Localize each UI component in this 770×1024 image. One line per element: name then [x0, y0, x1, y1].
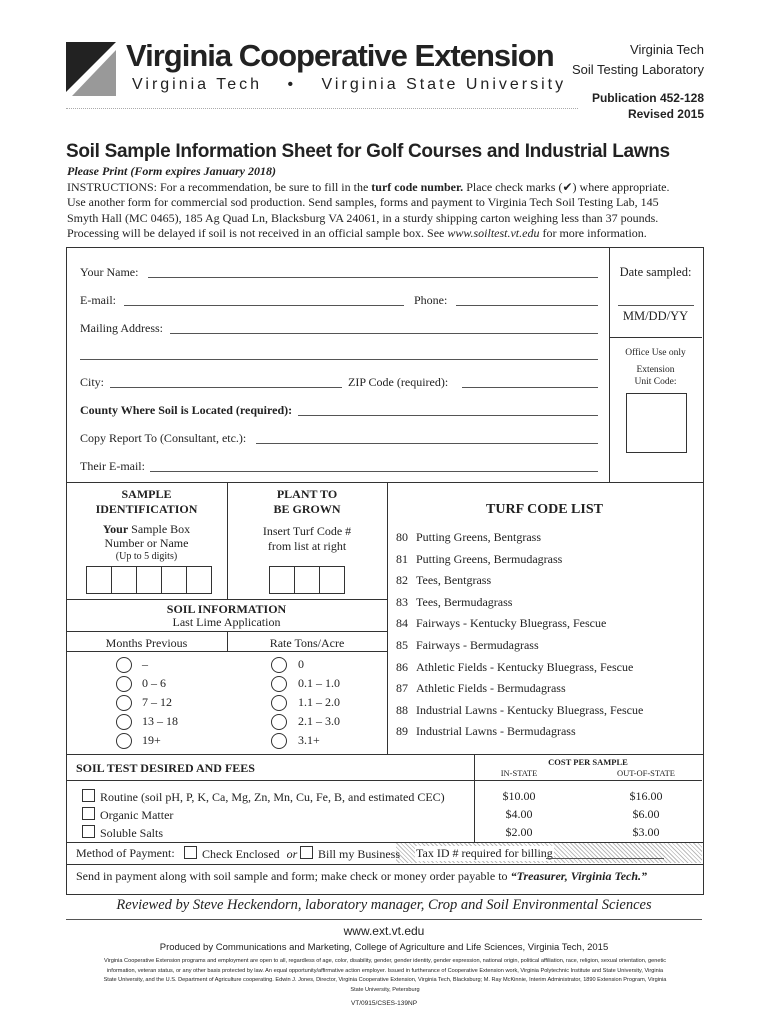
plant-desc-line2: from list at right: [267, 539, 347, 553]
page-title: Soil Sample Information Sheet for Golf Courses and Industrial Lawns: [66, 141, 670, 162]
rate-radio-4[interactable]: [271, 714, 287, 730]
turf-code-number: 88: [396, 702, 408, 717]
vce-logo: [66, 42, 116, 96]
instructions-text-1c: ) where appropriate.: [572, 179, 670, 194]
date-format-hint: MM/DD/YY: [622, 309, 689, 323]
please-print: Please Print (Form expires January 2018): [67, 164, 276, 178]
turf-code-number: 82: [396, 573, 408, 588]
rate-option-2: 0.1 – 1.0: [298, 676, 340, 690]
fine-print: [50, 957, 720, 995]
months-option-5: 19+: [142, 733, 161, 747]
publication-number: Publication 452-128: [591, 91, 704, 105]
tax-id-label: Tax ID # required for billing: [416, 846, 553, 860]
office-use-label: Office Use only: [625, 348, 686, 358]
sample-digit-2[interactable]: [111, 566, 137, 594]
organic-in-state: $4.00: [505, 807, 533, 821]
rate-option-1: 0: [298, 657, 304, 671]
turf-code-number: 85: [396, 637, 408, 652]
org-subtitle: [132, 76, 566, 94]
plant-desc-line1: Insert Turf Code #: [262, 524, 352, 538]
plant-heading-2: BE GROWN: [273, 502, 341, 516]
sample-digit-3[interactable]: [136, 566, 162, 594]
send-payment-text: Send in payment along with soil sample and form; make check or money order payable to: [76, 869, 511, 883]
city-field[interactable]: [110, 387, 342, 388]
turf-code-label: Industrial Lawns - Bermudagrass: [416, 724, 576, 739]
org-subtitle-vsu: Virginia State University: [321, 76, 567, 93]
turf-code-items: [396, 527, 696, 743]
months-option-1: –: [142, 657, 148, 671]
instructions-line2: Use another form for commercial sod production. Send samples, forms and payment to Virginia Tech Soil Testing Lab, 145: [67, 195, 659, 209]
sample-id-description: [66, 522, 227, 564]
instructions-line3: Smyth Hall (MC 0465), 185 Ag Quad Ln, Blacksburg VA 24061, in a sturdy shipping carton weighing less than 37 pounds.: [67, 210, 659, 225]
email-field[interactable]: [124, 305, 404, 306]
organic-matter-label: Organic Matter: [100, 808, 174, 822]
sample-id-section: [66, 482, 387, 599]
zip-field[interactable]: [462, 387, 598, 388]
bill-business-checkbox[interactable]: [300, 846, 313, 859]
rate-option-5: 3.1+: [298, 733, 320, 747]
plant-heading-1: PLANT TO: [276, 487, 338, 501]
turf-code-number: 83: [396, 594, 408, 609]
sample-id-desc-line2: Number or Name: [104, 536, 189, 550]
payable-to: “Treasurer, Virginia Tech.”: [510, 869, 648, 883]
zip-label: ZIP Code (required):: [348, 375, 449, 389]
months-radio-5[interactable]: [116, 733, 132, 749]
turf-code-label: Athletic Fields - Kentucky Bluegrass, Fescue: [416, 659, 634, 674]
turf-code-item: [396, 678, 696, 700]
plant-description: [227, 524, 387, 554]
rate-radio-list: [227, 657, 387, 752]
sample-digit-5[interactable]: [186, 566, 212, 594]
vce-logo-icon: [66, 42, 116, 96]
their-email-field[interactable]: [150, 471, 598, 472]
mailing-address-label: Mailing Address:: [80, 321, 163, 335]
months-previous-header: Months Previous: [105, 636, 188, 650]
months-radio-1[interactable]: [116, 657, 132, 673]
salts-out-state: $3.00: [632, 825, 660, 839]
fees-section: [66, 754, 702, 842]
or-text: or: [286, 847, 298, 861]
copy-report-label: Copy Report To (Consultant, etc.):: [80, 431, 247, 445]
instructions-text-4b: for more information.: [539, 226, 647, 240]
sample-id-desc-line3: (Up to 5 digits): [115, 551, 178, 562]
rate-radio-3[interactable]: [271, 695, 287, 711]
instructions-line1: [67, 180, 707, 196]
turf-code-number: 81: [396, 551, 408, 566]
turf-code-item: [396, 635, 696, 657]
turf-code-label: Putting Greens, Bermudagrass: [416, 551, 563, 566]
fine-print-line4: State University, Petersburg: [350, 986, 420, 993]
turf-code-item: [396, 570, 696, 592]
turf-code-number: 87: [396, 681, 408, 696]
date-sampled-label: Date sampled:: [619, 265, 692, 279]
your-name-field[interactable]: [148, 277, 598, 278]
turf-code-label: Industrial Lawns - Kentucky Bluegrass, Fescue: [416, 702, 644, 717]
extension-unit-box[interactable]: [626, 393, 687, 453]
bill-business-option: [300, 846, 400, 862]
turf-code-label: Tees, Bentgrass: [416, 573, 492, 588]
sample-digit-1[interactable]: [86, 566, 112, 594]
instructions: [67, 164, 707, 242]
copy-report-field[interactable]: [256, 443, 598, 444]
turf-code-label: Fairways - Bermudagrass: [416, 637, 539, 652]
soil-info-section: [66, 599, 387, 754]
routine-checkbox[interactable]: [82, 789, 95, 802]
turf-code-item: [396, 592, 696, 614]
months-option-3: 7 – 12: [142, 695, 172, 709]
turf-code-number: 86: [396, 659, 408, 674]
fine-print-line2: information, veteran status, or any other basis protected by law. An equal opportunity/affirmative action employer. Issued in furtherance of Cooperative Extension work, Virginia Polytechnic Institute and State University, Virginia: [106, 967, 664, 974]
sample-id-heading-1: SAMPLE: [121, 487, 172, 501]
date-sampled-box-rule: [609, 337, 702, 338]
turf-code-item: [396, 613, 696, 635]
fine-print-line3: State University, and the U.S. Department of Agriculture cooperating. Edwin J. Jones, Director, Virginia Cooperative Extension, Virginia Tech, Blacksburg; M. Ray McKinnie, Interim Administrator, 1890 Extension Program, Virginia: [103, 977, 667, 983]
sample-digit-4[interactable]: [161, 566, 187, 594]
rate-radio-2[interactable]: [271, 676, 287, 692]
turf-code-digit-2[interactable]: [294, 566, 320, 594]
produced-by: Produced by Communications and Marketing, College of Agriculture and Life Sciences, Virginia Tech, 2015: [159, 942, 609, 953]
turf-code-label: Tees, Bermudagrass: [416, 594, 513, 609]
instructions-text-1b: Place check marks (: [463, 179, 563, 194]
routine-out-state: $16.00: [629, 789, 663, 803]
out-of-state-header: OUT-OF-STATE: [616, 768, 676, 778]
instructions-text-4a: Processing will be delayed if soil is not received in an official sample box. See: [67, 226, 448, 240]
turf-code-item: [396, 721, 696, 743]
extension-unit-label-2: Unit Code:: [634, 377, 677, 387]
check-mark-icon: ✔: [562, 179, 573, 194]
turf-code-item: [396, 657, 696, 679]
check-enclosed-option: [184, 846, 297, 862]
payment-row: [66, 842, 702, 864]
sample-id-heading: [66, 487, 227, 517]
months-radio-4[interactable]: [116, 714, 132, 730]
instructions-line4: [67, 226, 707, 242]
check-enclosed-label: Check Enclosed: [202, 847, 280, 861]
salts-in-state: $2.00: [505, 825, 533, 839]
soil-info-subheading: Last Lime Application: [172, 615, 281, 629]
fees-heading: SOIL TEST DESIRED AND FEES: [76, 761, 255, 775]
email-label: E-mail:: [80, 293, 116, 307]
sample-id-heading-2: IDENTIFICATION: [95, 502, 198, 516]
your-name-label: Your Name:: [80, 265, 139, 279]
lab-block: [572, 40, 704, 122]
soluble-salts-label: Soluble Salts: [100, 826, 164, 840]
footer-rule: [66, 919, 702, 920]
sample-box-text: Sample Box: [128, 522, 191, 536]
mailing-address-field-2[interactable]: [80, 359, 598, 360]
soluble-salts-checkbox[interactable]: [82, 825, 95, 838]
turf-code-label: Putting Greens, Bentgrass: [416, 530, 541, 544]
months-radio-2[interactable]: [116, 676, 132, 692]
rate-radio-1[interactable]: [271, 657, 287, 673]
rate-option-4: 2.1 – 3.0: [298, 714, 340, 728]
turf-code-item: [396, 527, 696, 549]
reviewed-by: Reviewed by Steve Heckendorn, laboratory manager, Crop and Soil Environmental Sciences: [116, 897, 652, 913]
in-state-header: IN-STATE: [500, 768, 538, 778]
turf-code-digit-1[interactable]: [269, 566, 295, 594]
turf-code-label: Athletic Fields - Bermudagrass: [416, 681, 566, 696]
fee-row-salts: [82, 825, 462, 841]
payment-bottom-rule: [66, 864, 703, 865]
org-subtitle-vt: Virginia Tech: [132, 76, 263, 93]
soil-info-header-rule: [66, 651, 387, 652]
turf-code-number: 89: [396, 724, 408, 739]
mailing-address-field[interactable]: [170, 333, 598, 334]
lab-line1: Virginia Tech: [630, 42, 704, 57]
footer-url[interactable]: www.ext.vt.edu: [343, 924, 425, 938]
payment-method-label: Method of Payment:: [76, 846, 175, 860]
rate-radio-5[interactable]: [271, 733, 287, 749]
soiltest-link[interactable]: www.soiltest.vt.edu: [447, 226, 540, 240]
publication-code: VT/0915/CSES-139NP: [350, 1000, 418, 1007]
rate-header: Rate Tons/Acre: [269, 636, 345, 650]
contact-section: [66, 247, 702, 482]
turf-code-emphasis: turf code number.: [371, 179, 464, 194]
months-radio-3[interactable]: [116, 695, 132, 711]
organic-matter-checkbox[interactable]: [82, 807, 95, 820]
plant-heading: [227, 487, 387, 517]
revised-date: Revised 2015: [627, 107, 704, 121]
phone-field[interactable]: [456, 305, 598, 306]
months-option-4: 13 – 18: [142, 714, 178, 728]
rate-option-3: 1.1 – 2.0: [298, 695, 340, 709]
org-subtitle-sep: •: [287, 76, 297, 93]
soil-info-heading: SOIL INFORMATION: [166, 602, 287, 616]
bill-business-label: Bill my Business: [318, 847, 401, 861]
send-payment-note: [76, 869, 647, 884]
org-title: Virginia Cooperative Extension: [126, 38, 554, 73]
turf-code-number: 84: [396, 616, 408, 631]
turf-code-item: [396, 700, 696, 722]
header-rule: [66, 108, 578, 109]
cost-header-rule: [66, 780, 702, 781]
date-sampled-field[interactable]: [618, 305, 694, 306]
county-label: County Where Soil is Located (required):: [80, 403, 293, 417]
fine-print-line1: Virginia Cooperative Extension programs and employment are open to all, regardless of age, color, disability, gender, gender identity, gender expression, national origin, political affiliation, race, religion, sexual orientation, genetic: [103, 958, 667, 964]
lab-line2: Soil Testing Laboratory: [571, 62, 704, 77]
cost-per-sample-heading: COST PER SAMPLE: [548, 757, 628, 767]
your-emphasis: Your: [102, 522, 129, 536]
routine-in-state: $10.00: [502, 789, 536, 803]
routine-label: Routine (soil pH, P, K, Ca, Mg, Zn, Mn, Cu, Fe, B, and estimated CEC): [100, 790, 445, 804]
turf-code-label: Fairways - Kentucky Bluegrass, Fescue: [416, 616, 607, 631]
instructions-text-1a: INSTRUCTIONS: For a recommendation, be sure to fill in the: [67, 179, 372, 194]
city-label: City:: [80, 375, 105, 389]
extension-unit-label-1: Extension: [636, 365, 675, 375]
phone-label: Phone:: [414, 293, 448, 307]
organic-out-state: $6.00: [632, 807, 660, 821]
turf-code-item: [396, 549, 696, 571]
tax-id-field[interactable]: [546, 858, 664, 859]
turf-code-list: [387, 482, 702, 754]
their-email-label: Their E-mail:: [80, 459, 145, 473]
turf-code-heading: TURF CODE LIST: [486, 502, 603, 517]
sample-id-desc-line1: [66, 522, 227, 536]
check-enclosed-checkbox[interactable]: [184, 846, 197, 859]
turf-code-digit-3[interactable]: [319, 566, 345, 594]
months-radio-list: [66, 657, 227, 752]
months-option-2: 0 – 6: [142, 676, 166, 690]
turf-code-number: 80: [396, 530, 408, 544]
fee-row-organic: [82, 807, 462, 823]
county-field[interactable]: [298, 415, 598, 416]
soil-info-col-divider: [227, 631, 228, 651]
